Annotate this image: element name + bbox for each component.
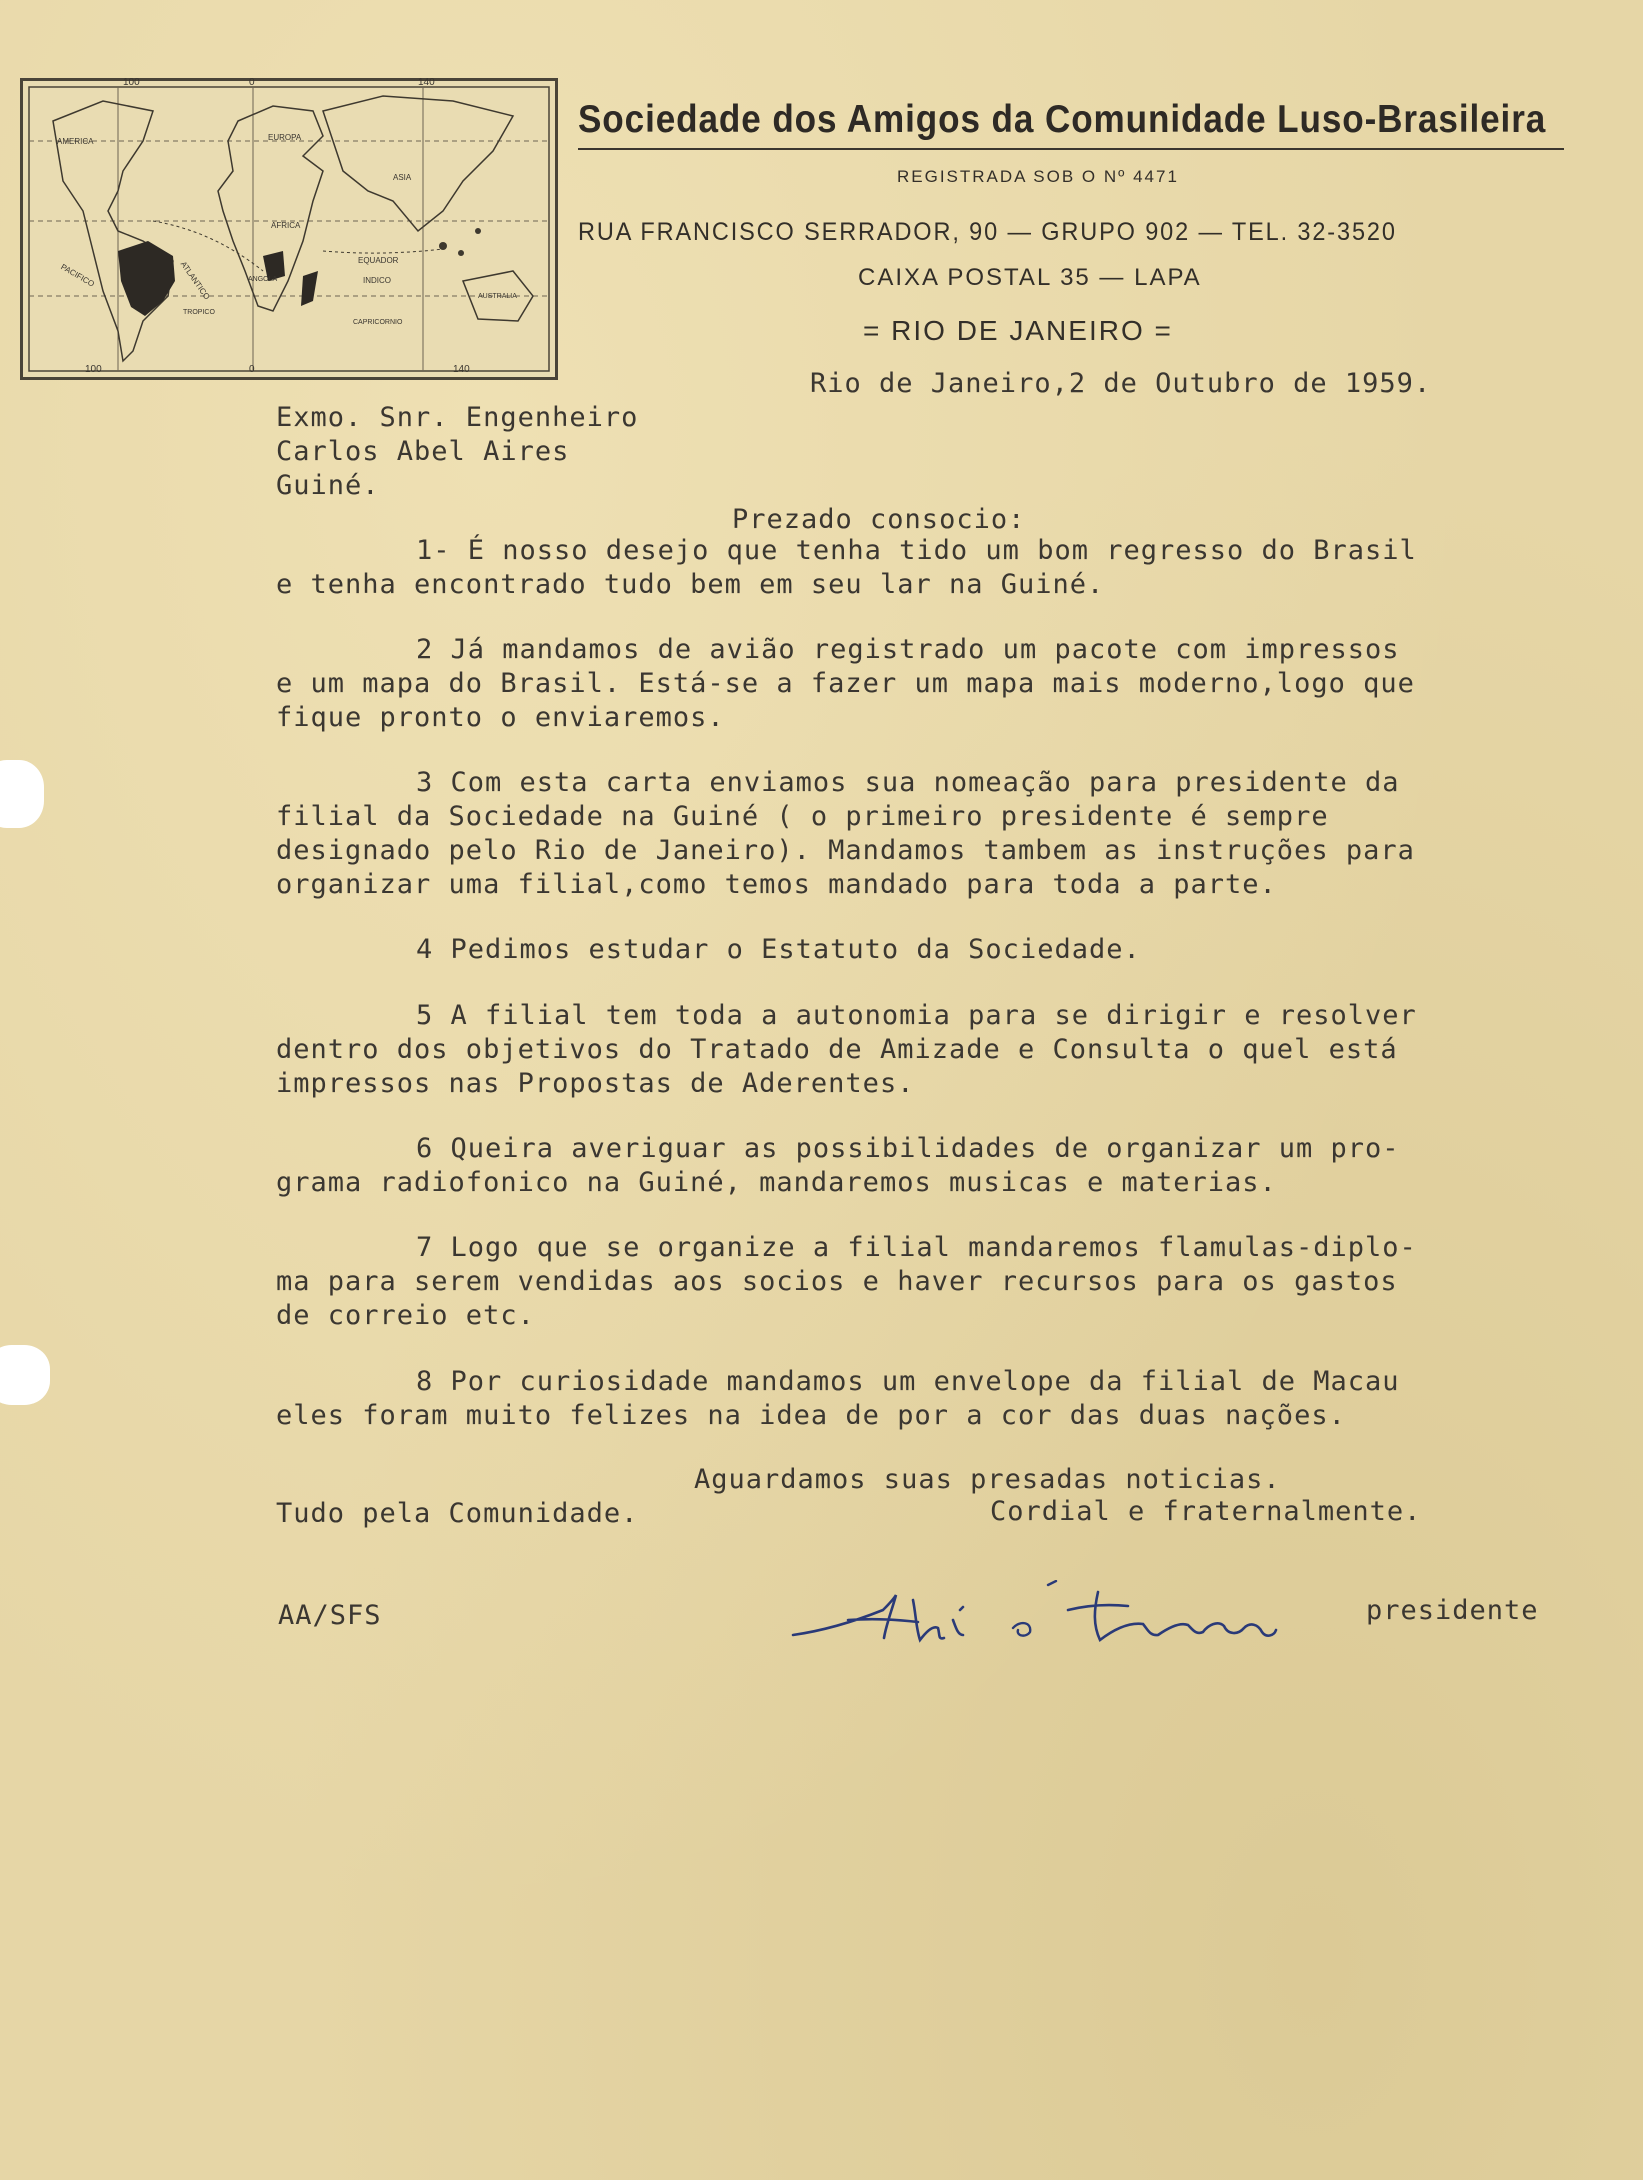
map-label-asia: ASIA — [393, 173, 412, 182]
map-tick-bottom-2: 0 — [249, 364, 255, 375]
map-label-africa: AFRICA — [271, 221, 301, 230]
paragraph-line: designado pelo Rio de Janeiro). Mandamos tambem as instruções para — [276, 835, 1415, 866]
paragraph-line: 2 Já mandamos de avião registrado um pacote com impressos — [416, 634, 1400, 665]
map-tick-top-3: 140 — [418, 77, 435, 88]
paragraph-line: de correio etc. — [276, 1300, 535, 1331]
map-tick-bottom-3: 140 — [453, 364, 470, 375]
map-label-angola: ANGOLA — [248, 276, 278, 283]
map-label-capricornio: CAPRICORNIO — [353, 319, 403, 326]
paper-tear-lower — [0, 1345, 50, 1405]
closing-left: Tudo pela Comunidade. — [276, 1498, 639, 1529]
handwritten-signature — [788, 1580, 1368, 1650]
map-tick-top-1: 100 — [123, 77, 140, 88]
paragraph-line: eles foram muito felizes na idea de por a cor das duas nações. — [276, 1400, 1346, 1431]
map-label-america: AMERICA — [57, 137, 94, 146]
letterhead-rule — [578, 148, 1564, 150]
closing-line: Aguardamos suas presadas noticias. — [694, 1464, 1281, 1495]
postal-line: CAIXA POSTAL 35 — LAPA — [858, 264, 1202, 291]
map-tick-bottom-1: 100 — [85, 364, 102, 375]
address-line: RUA FRANCISCO SERRADOR, 90 — GRUPO 902 — TEL. 32-3520 — [578, 218, 1397, 246]
map-tick-top-2: 0 — [249, 77, 255, 88]
map-label-tropico: TROPICO — [183, 309, 215, 316]
letter-date: Rio de Janeiro,2 de Outubro de 1959. — [810, 368, 1432, 399]
map-label-europa: EUROPA — [268, 133, 302, 142]
salutation: Prezado consocio: — [732, 504, 1026, 535]
paragraph-line: organizar uma filial,como temos mandado para toda a parte. — [276, 869, 1277, 900]
world-map-illustration — [20, 78, 558, 380]
registration-line: REGISTRADA SOB O Nº 4471 — [897, 167, 1179, 186]
paper-tear-upper — [0, 760, 44, 828]
paragraph-line: fique pronto o enviaremos. — [276, 702, 725, 733]
paragraph-line: 6 Queira averiguar as possibilidades de organizar um pro- — [416, 1133, 1400, 1164]
map-label-equador: EQUADOR — [358, 256, 399, 265]
paragraph-line: 4 Pedimos estudar o Estatuto da Sociedade. — [416, 934, 1141, 965]
paragraph-line: impressos nas Propostas de Aderentes. — [276, 1068, 915, 1099]
recipient-line-3: Guiné. — [276, 470, 380, 501]
city-line: = RIO DE JANEIRO = — [863, 315, 1173, 346]
paragraph-line: grama radiofonico na Guiné, mandaremos musicas e materias. — [276, 1167, 1277, 1198]
map-label-atlantico: ATLANTICO — [178, 259, 212, 302]
reference-initials: AA/SFS — [278, 1600, 382, 1631]
closing-right: Cordial e fraternalmente. — [990, 1496, 1422, 1527]
paragraph-line: filial da Sociedade na Guiné ( o primeiro presidente é sempre — [276, 801, 1329, 832]
map-label-pacifico: PACIFICO — [59, 262, 96, 289]
paragraph-line: e um mapa do Brasil. Está-se a fazer um mapa mais moderno,logo que — [276, 668, 1415, 699]
paragraph-line: dentro dos objetivos do Tratado de Amizade e Consulta o quel está — [276, 1034, 1398, 1065]
signer-title: presidente — [1366, 1595, 1539, 1626]
paragraph-line: 8 Por curiosidade mandamos um envelope da filial de Macau — [416, 1366, 1400, 1397]
organization-name: Sociedade dos Amigos da Comunidade Luso-Brasileira — [578, 98, 1547, 141]
recipient-line-1: Exmo. Snr. Engenheiro — [276, 402, 639, 433]
paragraph-line: ma para serem vendidas aos socios e haver recursos para os gastos — [276, 1266, 1398, 1297]
paragraph-line: 5 A filial tem toda a autonomia para se dirigir e resolver — [416, 1000, 1417, 1031]
paragraph-line: e tenha encontrado tudo bem em seu lar na Guiné. — [276, 569, 1105, 600]
paragraph-line: 1- É nosso desejo que tenha tido um bom regresso do Brasil — [416, 535, 1417, 566]
paragraph-line: 3 Com esta carta enviamos sua nomeação para presidente da — [416, 767, 1400, 798]
paragraph-line: 7 Logo que se organize a filial mandaremos flamulas-diplo- — [416, 1232, 1417, 1263]
map-label-indico: INDICO — [363, 276, 391, 285]
map-label-australia: AUSTRALIA — [478, 293, 517, 300]
recipient-line-2: Carlos Abel Aires — [276, 436, 570, 467]
